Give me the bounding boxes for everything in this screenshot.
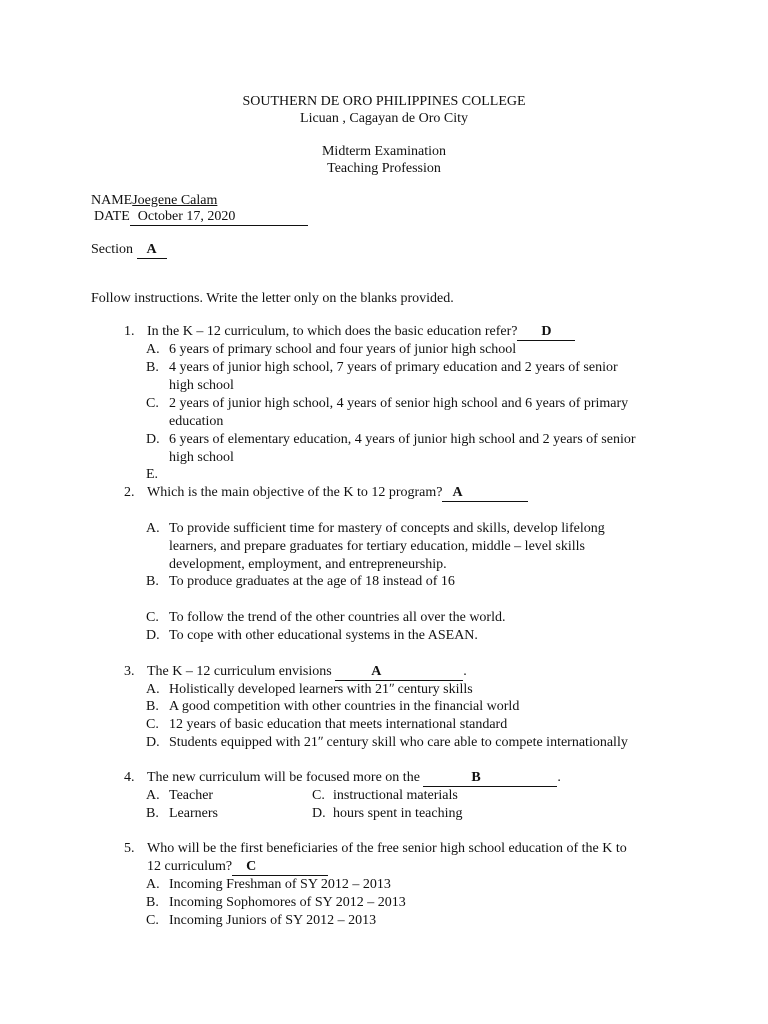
option-text: hours spent in teaching: [333, 806, 463, 821]
option-text: 6 years of elementary education, 4 years of junior high school and 2 years of senior: [169, 432, 636, 447]
section-value: A: [137, 242, 167, 259]
question-text: [147, 858, 328, 876]
option-letter: D.: [146, 735, 160, 750]
answer-blank: B: [423, 770, 557, 787]
period: .: [463, 664, 467, 679]
answer-blank: C: [232, 859, 328, 876]
option-text: 2 years of junior high school, 4 years of senior high school and 6 years of primary: [169, 396, 629, 411]
option-letter: A.: [146, 521, 160, 536]
name-label: NAME: [91, 193, 133, 208]
option-text: Incoming Juniors of SY 2012 – 2013: [169, 913, 377, 928]
question-number: 4.: [124, 770, 135, 785]
option-letter: D.: [146, 628, 160, 643]
option-text: 12 years of basic education that meets international standard: [169, 717, 508, 732]
option-text: 6 years of primary school and four years of junior high school: [169, 342, 517, 357]
exam-subject: Teaching Profession: [327, 161, 441, 176]
exam-title: Midterm Examination: [321, 144, 447, 159]
option-letter: A.: [146, 877, 160, 892]
date-label: DATE: [94, 209, 130, 224]
option-text: To provide sufficient time for mastery of concepts and skills, develop lifelong: [169, 521, 605, 536]
section-row: [91, 241, 167, 259]
option-letter: A.: [146, 788, 160, 803]
question-number: 3.: [124, 664, 135, 679]
name-value: Joegene Calam: [132, 193, 218, 208]
option-text: A good competition with other countries in the financial world: [169, 699, 520, 714]
date-value: October 17, 2020: [130, 209, 308, 226]
school-name: SOUTHERN DE ORO PHILIPPINES COLLEGE: [242, 94, 526, 109]
option-letter: E.: [146, 467, 159, 482]
question-prompt: 12 curriculum?: [147, 859, 233, 874]
question-text: [147, 323, 575, 341]
section-label: Section: [91, 242, 133, 257]
option-text: development, employment, and entrepreneurship.: [169, 557, 447, 572]
answer-blank: A: [335, 664, 463, 681]
question-prompt: The K – 12 curriculum envisions: [147, 664, 332, 679]
option-letter: B.: [146, 699, 159, 714]
option-letter: B.: [146, 360, 159, 375]
option-letter: B.: [146, 806, 159, 821]
option-letter: C.: [312, 788, 325, 803]
period: .: [557, 770, 561, 785]
option-letter: A.: [146, 342, 160, 357]
option-text: 4 years of junior high school, 7 years of primary education and 2 years of senior: [169, 360, 618, 375]
question-text: [147, 484, 528, 502]
option-text: Incoming Sophomores of SY 2012 – 2013: [169, 895, 406, 910]
question-prompt: Which is the main objective of the K to 12 program?: [147, 485, 443, 500]
option-letter: D.: [146, 432, 160, 447]
question-number: 2.: [124, 485, 135, 500]
option-letter: C.: [146, 717, 159, 732]
option-letter: B.: [146, 895, 159, 910]
option-letter: C.: [146, 610, 159, 625]
option-text: To follow the trend of the other countries all over the world.: [169, 610, 506, 625]
option-text: Learners: [169, 806, 218, 821]
option-text: Incoming Freshman of SY 2012 – 2013: [169, 877, 391, 892]
answer-blank: D: [517, 324, 575, 341]
option-text: Holistically developed learners with 21ʺ century skills: [169, 682, 473, 697]
question-prompt: The new curriculum will be focused more on the: [147, 770, 420, 785]
school-address: Licuan , Cagayan de Oro City: [300, 111, 468, 126]
option-text: Teacher: [169, 788, 214, 803]
option-text: instructional materials: [333, 788, 458, 803]
option-letter: B.: [146, 574, 159, 589]
option-text: Students equipped with 21ʺ century skill who care able to compete internationally: [169, 735, 628, 750]
option-text: high school: [169, 378, 234, 393]
question-text: [147, 769, 561, 787]
option-text: high school: [169, 450, 234, 465]
question-prompt: In the K – 12 curriculum, to which does the basic education refer?: [147, 324, 518, 339]
question-number: 5.: [124, 841, 135, 856]
option-letter: C.: [146, 396, 159, 411]
instructions: Follow instructions. Write the letter only on the blanks provided.: [91, 291, 454, 306]
option-text: learners, and prepare graduates for tertiary education, middle – level skills: [169, 539, 585, 554]
option-text: To produce graduates at the age of 18 instead of 16: [169, 574, 455, 589]
question-text: Who will be the first beneficiaries of the free senior high school education of the K to: [147, 841, 627, 856]
option-text: To cope with other educational systems in the ASEAN.: [169, 628, 478, 643]
question-text: [147, 663, 467, 681]
option-letter: A.: [146, 682, 160, 697]
answer-blank: A: [442, 485, 528, 502]
question-number: 1.: [124, 324, 135, 339]
option-text: education: [169, 414, 224, 429]
option-letter: C.: [146, 913, 159, 928]
option-letter: D.: [312, 806, 326, 821]
date-row: [94, 208, 308, 226]
